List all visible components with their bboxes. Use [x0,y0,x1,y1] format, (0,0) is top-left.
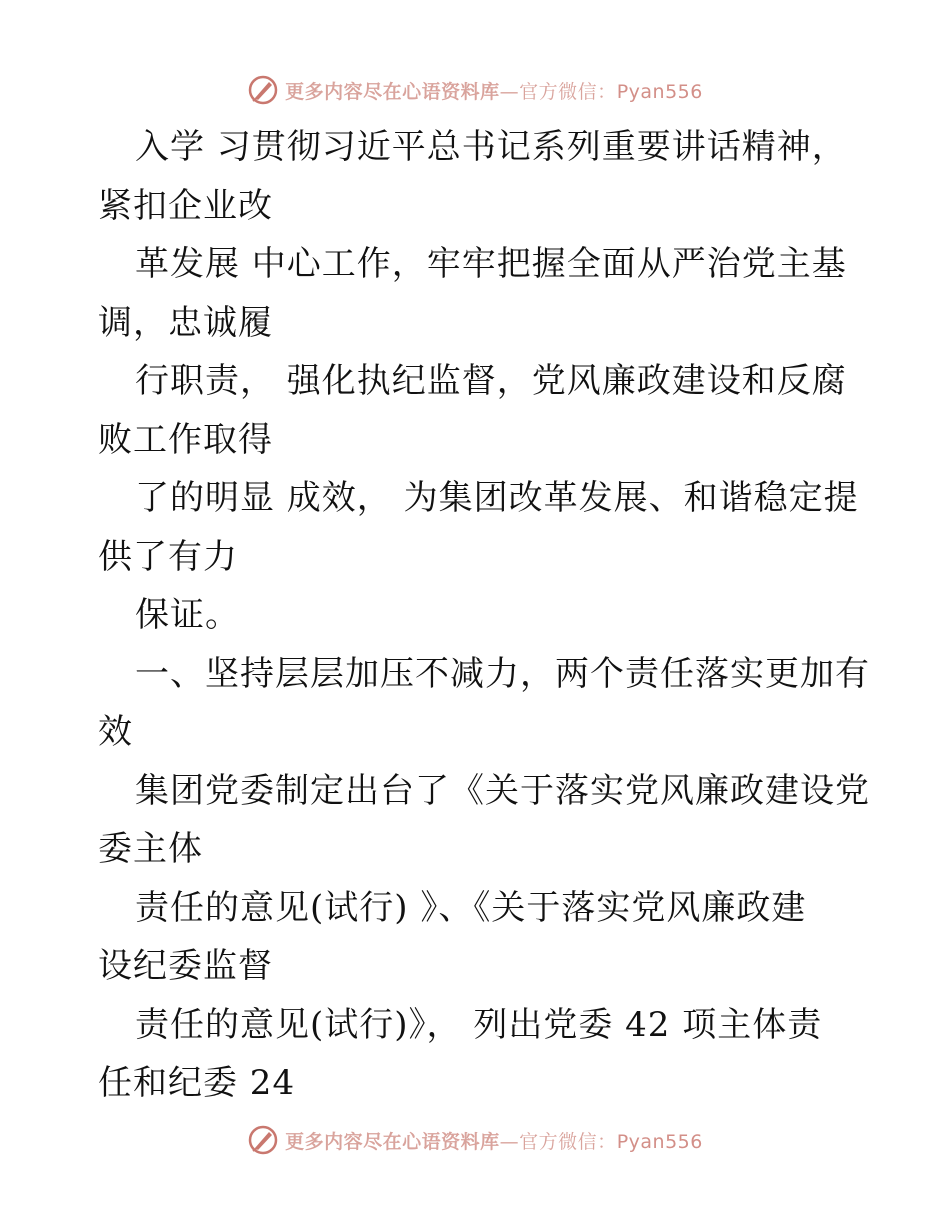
text-line: 效 [98,712,133,752]
text-line: 集团党委制定出台了《关于落实党风廉政建设党 [135,770,870,811]
watermark-text: 更多内容尽在心语资料库 [285,80,500,103]
text-line: 败工作取得 [98,419,273,460]
text-line: 行职责， 强化执纪监督，党风廉政建设和反腐 [135,361,847,401]
header-watermark [0,70,950,110]
quill-seal-icon [247,74,279,106]
watermark-contact-id: Pyan556 [616,80,703,103]
text-line: 委主体 [98,829,203,869]
document-body [98,118,870,1113]
watermark-contact-label: 官方微信： [519,80,617,103]
text-line: 入学 习贯彻习近平总书记系列重要讲话精神， [135,127,847,167]
text-line: 任和纪委 24 [98,1063,296,1103]
watermark-separator: — [499,80,520,103]
text-line: 保证。 [135,595,240,635]
watermark-contact-id: Pyan556 [616,1130,703,1153]
watermark-contact-label: 官方微信： [519,1130,617,1153]
text-line: 了的明显 成效， 为集团改革发展、和谐稳定提 [135,478,859,518]
quill-seal-icon [247,1124,279,1156]
footer-watermark [0,1120,950,1160]
watermark-separator: — [499,1130,520,1153]
text-line: 供了有力 [98,536,238,577]
text-line: 革发展 中心工作，牢牢把握全面从严治党主基 [135,244,847,284]
watermark-text: 更多内容尽在心语资料库 [285,1130,500,1153]
text-line: 责任的意见(试行) 》、《关于落实党风廉政建 [135,887,807,928]
text-line: 责任的意见(试行)》， 列出党委 42 项主体责 [135,1004,823,1045]
text-line: 调，忠诚履 [98,302,273,343]
text-line: 设纪委监督 [98,946,273,986]
text-line: 一、坚持层层加压不减力，两个责任落实更加有 [135,653,870,694]
text-line: 紧扣企业改 [98,185,273,226]
